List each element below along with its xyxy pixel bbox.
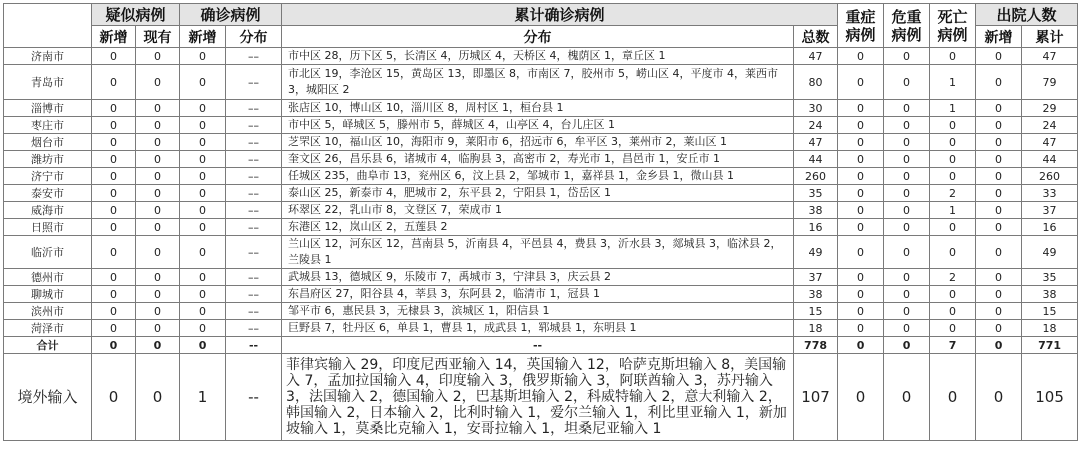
city-cell: 德州市 [4, 269, 92, 286]
table-row [4, 65, 1078, 100]
header-confirmed-new: 新增 [180, 26, 226, 48]
city-cell: 日照市 [4, 219, 92, 236]
cumulative-total-cell: 47 [794, 134, 838, 151]
header-suspected: 疑似病例 [92, 4, 180, 26]
suspected-new-cell: 0 [92, 303, 136, 320]
confirmed-distribution-cell: –– [226, 303, 282, 320]
table-row [4, 303, 1078, 320]
suspected-existing-cell: 0 [136, 337, 180, 354]
discharged-cumulative-cell: 35 [1022, 269, 1078, 286]
suspected-existing-cell: 0 [136, 117, 180, 134]
critical-cell: 0 [884, 303, 930, 320]
city-cell: 威海市 [4, 202, 92, 219]
confirmed-distribution-cell: –– [226, 185, 282, 202]
header-confirmed: 确诊病例 [180, 4, 282, 26]
critical-cell: 0 [884, 117, 930, 134]
discharged-cumulative-cell: 38 [1022, 286, 1078, 303]
discharged-new-cell: 0 [976, 168, 1022, 185]
cumulative-distribution-cell: 巨野县 7，牡丹区 6，单县 1，曹县 1，成武县 1，郓城县 1，东明县 1 [282, 320, 794, 337]
cumulative-distribution-cell: 菲律宾输入 29，印度尼西亚输入 14，英国输入 12，哈萨克斯坦输入 8，美国输入 7，孟加拉国输入 4，印度输入 3，俄罗斯输入 3，阿联酋输入 3，苏丹输入 3，法国输入 2，德国输入 2，巴基斯坦输入 2，科威特输入 2，意大利输入 2，韩国输入 2，日本输入 2，比利时输入 1，爱尔兰输入 1，利比里亚输入 1，新加坡输入 1，莫桑比克输入 1，安哥拉输入 1，坦桑尼亚输入 1 [282, 354, 794, 441]
suspected-existing-cell: 0 [136, 202, 180, 219]
critical-cell: 0 [884, 337, 930, 354]
cumulative-distribution-cell: 市中区 28，历下区 5，长清区 4，历城区 4，天桥区 4，槐荫区 1，章丘区 1 [282, 48, 794, 65]
discharged-new-cell: 0 [976, 219, 1022, 236]
imported-row [4, 354, 1078, 441]
confirmed-new-cell: 0 [180, 303, 226, 320]
critical-cell: 0 [884, 354, 930, 441]
confirmed-distribution-cell: -- [226, 354, 282, 441]
death-cell: 7 [930, 337, 976, 354]
critical-cell: 0 [884, 269, 930, 286]
suspected-new-cell: 0 [92, 219, 136, 236]
discharged-new-cell: 0 [976, 354, 1022, 441]
suspected-new-cell: 0 [92, 236, 136, 269]
suspected-new-cell: 0 [92, 320, 136, 337]
discharged-new-cell: 0 [976, 337, 1022, 354]
cumulative-total-cell: 30 [794, 100, 838, 117]
table-body [4, 48, 1078, 441]
confirmed-distribution-cell: –– [226, 134, 282, 151]
cumulative-distribution-cell: 环翠区 22，乳山市 8，文登区 7，荣成市 1 [282, 202, 794, 219]
suspected-existing-cell: 0 [136, 354, 180, 441]
table-row [4, 185, 1078, 202]
confirmed-distribution-cell: –– [226, 236, 282, 269]
confirmed-new-cell: 0 [180, 117, 226, 134]
suspected-new-cell: 0 [92, 354, 136, 441]
header-discharged: 出院人数 [976, 4, 1078, 26]
discharged-new-cell: 0 [976, 303, 1022, 320]
covid-cases-table [3, 3, 1078, 441]
critical-cell: 0 [884, 202, 930, 219]
death-cell: 0 [930, 117, 976, 134]
suspected-existing-cell: 0 [136, 168, 180, 185]
severe-cell: 0 [838, 151, 884, 168]
confirmed-new-cell: 0 [180, 337, 226, 354]
suspected-new-cell: 0 [92, 286, 136, 303]
suspected-existing-cell: 0 [136, 320, 180, 337]
suspected-new-cell: 0 [92, 134, 136, 151]
discharged-cumulative-cell: 29 [1022, 100, 1078, 117]
cumulative-distribution-cell: 芝罘区 10，福山区 10，海阳市 9，莱阳市 6，招远市 6，牟平区 3，莱州市 2，莱山区 1 [282, 134, 794, 151]
discharged-cumulative-cell: 47 [1022, 48, 1078, 65]
table-row [4, 168, 1078, 185]
header-discharged-cumulative: 累计 [1022, 26, 1078, 48]
header-suspected-new: 新增 [92, 26, 136, 48]
death-cell: 0 [930, 219, 976, 236]
critical-cell: 0 [884, 151, 930, 168]
table-row [4, 151, 1078, 168]
table-row [4, 117, 1078, 134]
header-critical: 危重病例 [884, 4, 930, 48]
table-row [4, 48, 1078, 65]
cumulative-distribution-cell: 武城县 13，德城区 9，乐陵市 7，禹城市 3，宁津县 3，庆云县 2 [282, 269, 794, 286]
death-cell: 0 [930, 236, 976, 269]
cumulative-distribution-cell: 东港区 12，岚山区 2，五莲县 2 [282, 219, 794, 236]
critical-cell: 0 [884, 100, 930, 117]
cumulative-total-cell: 35 [794, 185, 838, 202]
critical-cell: 0 [884, 320, 930, 337]
cumulative-distribution-cell: 泰山区 25，新泰市 4，肥城市 2，东平县 2，宁阳县 1，岱岳区 1 [282, 185, 794, 202]
severe-cell: 0 [838, 236, 884, 269]
confirmed-new-cell: 0 [180, 320, 226, 337]
table-row [4, 134, 1078, 151]
header-cumulative-total: 总数 [794, 26, 838, 48]
confirmed-new-cell: 0 [180, 202, 226, 219]
suspected-existing-cell: 0 [136, 185, 180, 202]
discharged-cumulative-cell: 47 [1022, 134, 1078, 151]
discharged-cumulative-cell: 105 [1022, 354, 1078, 441]
severe-cell: 0 [838, 168, 884, 185]
city-cell: 青岛市 [4, 65, 92, 100]
confirmed-distribution-cell: –– [226, 48, 282, 65]
death-cell: 1 [930, 100, 976, 117]
cumulative-distribution-cell: 邹平市 6，惠民县 3，无棣县 3，滨城区 1，阳信县 1 [282, 303, 794, 320]
discharged-cumulative-cell: 37 [1022, 202, 1078, 219]
city-cell: 济宁市 [4, 168, 92, 185]
critical-cell: 0 [884, 134, 930, 151]
cumulative-total-cell: 16 [794, 219, 838, 236]
discharged-cumulative-cell: 24 [1022, 117, 1078, 134]
cumulative-total-cell: 38 [794, 202, 838, 219]
confirmed-new-cell: 1 [180, 354, 226, 441]
death-cell: 2 [930, 185, 976, 202]
table-row [4, 236, 1078, 269]
city-cell: 合计 [4, 337, 92, 354]
table-row [4, 286, 1078, 303]
suspected-new-cell: 0 [92, 337, 136, 354]
critical-cell: 0 [884, 65, 930, 100]
confirmed-distribution-cell: –– [226, 65, 282, 100]
suspected-new-cell: 0 [92, 100, 136, 117]
confirmed-new-cell: 0 [180, 65, 226, 100]
cumulative-distribution-cell: 市中区 5，峄城区 5，滕州市 5，薛城区 4，山亭区 4，台儿庄区 1 [282, 117, 794, 134]
discharged-cumulative-cell: 771 [1022, 337, 1078, 354]
suspected-new-cell: 0 [92, 185, 136, 202]
city-cell: 济南市 [4, 48, 92, 65]
discharged-cumulative-cell: 44 [1022, 151, 1078, 168]
critical-cell: 0 [884, 185, 930, 202]
confirmed-new-cell: 0 [180, 100, 226, 117]
death-cell: 0 [930, 168, 976, 185]
header-city-blank [4, 4, 92, 48]
death-cell: 1 [930, 202, 976, 219]
discharged-cumulative-cell: 18 [1022, 320, 1078, 337]
confirmed-new-cell: 0 [180, 269, 226, 286]
table-row [4, 269, 1078, 286]
severe-cell: 0 [838, 185, 884, 202]
cumulative-total-cell: 44 [794, 151, 838, 168]
confirmed-new-cell: 0 [180, 134, 226, 151]
suspected-new-cell: 0 [92, 168, 136, 185]
death-cell: 0 [930, 303, 976, 320]
confirmed-distribution-cell: –– [226, 117, 282, 134]
cumulative-total-cell: 107 [794, 354, 838, 441]
city-cell: 烟台市 [4, 134, 92, 151]
city-cell: 聊城市 [4, 286, 92, 303]
confirmed-distribution-cell: –– [226, 269, 282, 286]
city-cell: 泰安市 [4, 185, 92, 202]
confirmed-new-cell: 0 [180, 168, 226, 185]
suspected-new-cell: 0 [92, 48, 136, 65]
critical-cell: 0 [884, 168, 930, 185]
table-row [4, 100, 1078, 117]
header-confirmed-distribution: 分布 [226, 26, 282, 48]
city-cell: 滨州市 [4, 303, 92, 320]
discharged-cumulative-cell: 15 [1022, 303, 1078, 320]
cumulative-total-cell: 24 [794, 117, 838, 134]
discharged-new-cell: 0 [976, 65, 1022, 100]
discharged-new-cell: 0 [976, 117, 1022, 134]
severe-cell: 0 [838, 134, 884, 151]
city-cell: 枣庄市 [4, 117, 92, 134]
cumulative-total-cell: 18 [794, 320, 838, 337]
confirmed-new-cell: 0 [180, 48, 226, 65]
header-cumulative-distribution: 分布 [282, 26, 794, 48]
critical-cell: 0 [884, 286, 930, 303]
cumulative-distribution-cell: 张店区 10，博山区 10，淄川区 8，周村区 1，桓台县 1 [282, 100, 794, 117]
discharged-new-cell: 0 [976, 185, 1022, 202]
death-cell: 0 [930, 48, 976, 65]
suspected-existing-cell: 0 [136, 269, 180, 286]
discharged-new-cell: 0 [976, 100, 1022, 117]
cumulative-total-cell: 778 [794, 337, 838, 354]
confirmed-distribution-cell: –– [226, 100, 282, 117]
suspected-new-cell: 0 [92, 117, 136, 134]
cumulative-distribution-cell: -- [282, 337, 794, 354]
confirmed-new-cell: 0 [180, 185, 226, 202]
suspected-existing-cell: 0 [136, 48, 180, 65]
confirmed-distribution-cell: –– [226, 168, 282, 185]
death-cell: 0 [930, 320, 976, 337]
table-row [4, 219, 1078, 236]
confirmed-distribution-cell: –– [226, 219, 282, 236]
cumulative-total-cell: 47 [794, 48, 838, 65]
critical-cell: 0 [884, 236, 930, 269]
death-cell: 0 [930, 134, 976, 151]
cumulative-total-cell: 49 [794, 236, 838, 269]
confirmed-distribution-cell: –– [226, 286, 282, 303]
header-discharged-new: 新增 [976, 26, 1022, 48]
confirmed-distribution-cell: –– [226, 202, 282, 219]
confirmed-new-cell: 0 [180, 236, 226, 269]
header-severe: 重症病例 [838, 4, 884, 48]
severe-cell: 0 [838, 286, 884, 303]
cumulative-total-cell: 80 [794, 65, 838, 100]
cumulative-distribution-cell: 任城区 235，曲阜市 13，兖州区 6，汶上县 2，邹城市 1，嘉祥县 1，金乡县 1，微山县 1 [282, 168, 794, 185]
header-suspected-existing: 现有 [136, 26, 180, 48]
city-cell: 潍坊市 [4, 151, 92, 168]
cumulative-total-cell: 38 [794, 286, 838, 303]
discharged-cumulative-cell: 260 [1022, 168, 1078, 185]
discharged-new-cell: 0 [976, 202, 1022, 219]
table-row [4, 202, 1078, 219]
suspected-existing-cell: 0 [136, 286, 180, 303]
severe-cell: 0 [838, 65, 884, 100]
table-header [4, 4, 1078, 48]
city-cell: 境外输入 [4, 354, 92, 441]
discharged-new-cell: 0 [976, 286, 1022, 303]
cumulative-total-cell: 260 [794, 168, 838, 185]
suspected-new-cell: 0 [92, 269, 136, 286]
suspected-new-cell: 0 [92, 202, 136, 219]
severe-cell: 0 [838, 100, 884, 117]
city-cell: 淄博市 [4, 100, 92, 117]
table-row [4, 320, 1078, 337]
death-cell: 1 [930, 65, 976, 100]
severe-cell: 0 [838, 269, 884, 286]
discharged-cumulative-cell: 79 [1022, 65, 1078, 100]
cumulative-total-cell: 15 [794, 303, 838, 320]
city-cell: 菏泽市 [4, 320, 92, 337]
death-cell: 2 [930, 269, 976, 286]
header-cumulative: 累计确诊病例 [282, 4, 838, 26]
confirmed-distribution-cell: –– [226, 320, 282, 337]
discharged-cumulative-cell: 33 [1022, 185, 1078, 202]
discharged-new-cell: 0 [976, 320, 1022, 337]
suspected-existing-cell: 0 [136, 134, 180, 151]
death-cell: 0 [930, 151, 976, 168]
discharged-new-cell: 0 [976, 236, 1022, 269]
severe-cell: 0 [838, 219, 884, 236]
discharged-new-cell: 0 [976, 48, 1022, 65]
critical-cell: 0 [884, 219, 930, 236]
cumulative-total-cell: 37 [794, 269, 838, 286]
severe-cell: 0 [838, 48, 884, 65]
suspected-existing-cell: 0 [136, 151, 180, 168]
confirmed-new-cell: 0 [180, 286, 226, 303]
cumulative-distribution-cell: 市北区 19，李沧区 15，黄岛区 13，即墨区 8，市南区 7，胶州市 5，崂山区 4，平度市 4，莱西市 3，城阳区 2 [282, 65, 794, 100]
severe-cell: 0 [838, 117, 884, 134]
cumulative-distribution-cell: 兰山区 12，河东区 12，莒南县 5，沂南县 4，平邑县 4，费县 3，沂水县 3，郯城县 3，临沭县 2，兰陵县 1 [282, 236, 794, 269]
discharged-new-cell: 0 [976, 134, 1022, 151]
suspected-existing-cell: 0 [136, 65, 180, 100]
total-row [4, 337, 1078, 354]
critical-cell: 0 [884, 48, 930, 65]
suspected-existing-cell: 0 [136, 303, 180, 320]
suspected-existing-cell: 0 [136, 236, 180, 269]
discharged-new-cell: 0 [976, 269, 1022, 286]
confirmed-new-cell: 0 [180, 219, 226, 236]
suspected-existing-cell: 0 [136, 219, 180, 236]
confirmed-distribution-cell: -- [226, 337, 282, 354]
cumulative-distribution-cell: 奎文区 26，昌乐县 6，诸城市 4，临朐县 3，高密市 2，寿光市 1，昌邑市 1，安丘市 1 [282, 151, 794, 168]
suspected-new-cell: 0 [92, 65, 136, 100]
death-cell: 0 [930, 354, 976, 441]
discharged-cumulative-cell: 49 [1022, 236, 1078, 269]
suspected-existing-cell: 0 [136, 100, 180, 117]
severe-cell: 0 [838, 320, 884, 337]
severe-cell: 0 [838, 337, 884, 354]
cumulative-distribution-cell: 东昌府区 27，阳谷县 4，莘县 3，东阿县 2，临清市 1，冠县 1 [282, 286, 794, 303]
confirmed-new-cell: 0 [180, 151, 226, 168]
discharged-cumulative-cell: 16 [1022, 219, 1078, 236]
suspected-new-cell: 0 [92, 151, 136, 168]
discharged-new-cell: 0 [976, 151, 1022, 168]
header-death: 死亡病例 [930, 4, 976, 48]
severe-cell: 0 [838, 354, 884, 441]
severe-cell: 0 [838, 202, 884, 219]
severe-cell: 0 [838, 303, 884, 320]
city-cell: 临沂市 [4, 236, 92, 269]
death-cell: 0 [930, 286, 976, 303]
confirmed-distribution-cell: –– [226, 151, 282, 168]
